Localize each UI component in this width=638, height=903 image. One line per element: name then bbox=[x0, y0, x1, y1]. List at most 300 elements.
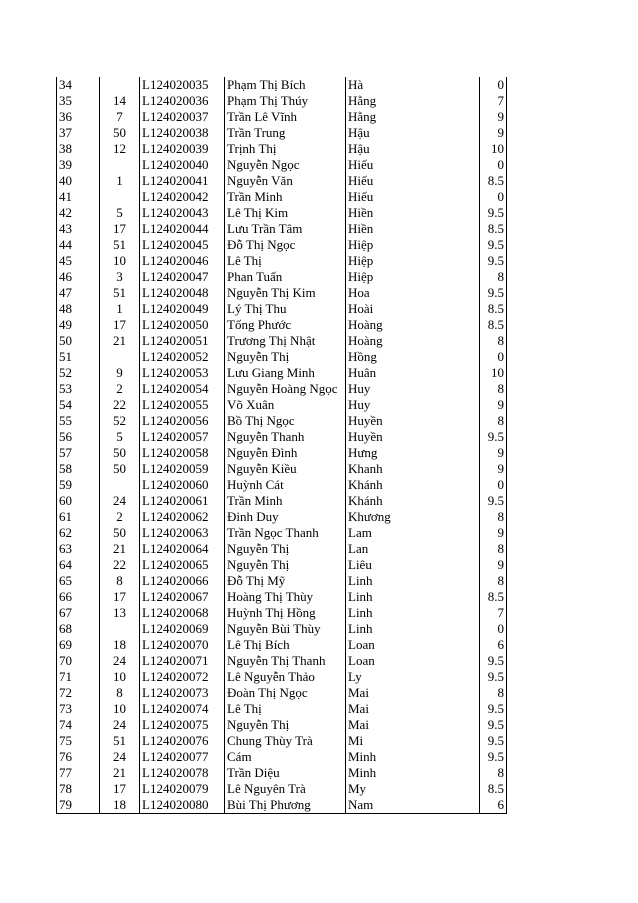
blank-cell bbox=[400, 349, 480, 365]
surname-cell: Nguyễn Thị bbox=[225, 717, 346, 733]
table-row bbox=[57, 445, 507, 461]
surname-cell: Nguyễn Văn bbox=[225, 173, 346, 189]
row-number-cell: 71 bbox=[57, 669, 100, 685]
blank-cell bbox=[400, 269, 480, 285]
table-row bbox=[57, 653, 507, 669]
table-row bbox=[57, 557, 507, 573]
surname-cell: Lý Thị Thu bbox=[225, 301, 346, 317]
student-id-cell: L124020066 bbox=[140, 573, 225, 589]
blank-cell bbox=[400, 381, 480, 397]
table-row bbox=[57, 285, 507, 301]
score-cell: 8 bbox=[480, 333, 507, 349]
blank-cell bbox=[400, 93, 480, 109]
table-row bbox=[57, 605, 507, 621]
group-cell: 21 bbox=[100, 541, 140, 557]
given-name-cell: Hậu bbox=[346, 125, 401, 141]
surname-cell: Phạm Thị Thúy bbox=[225, 93, 346, 109]
table-row bbox=[57, 253, 507, 269]
surname-cell: Nguyễn Đình bbox=[225, 445, 346, 461]
table-row bbox=[57, 749, 507, 765]
given-name-cell: Mai bbox=[346, 701, 401, 717]
surname-cell: Hoàng Thị Thùy bbox=[225, 589, 346, 605]
surname-cell: Nguyễn Bùi Thùy bbox=[225, 621, 346, 637]
row-number-cell: 56 bbox=[57, 429, 100, 445]
given-name-cell: Khanh bbox=[346, 461, 401, 477]
group-cell: 12 bbox=[100, 141, 140, 157]
blank-cell bbox=[400, 77, 480, 93]
blank-cell bbox=[400, 765, 480, 781]
group-cell bbox=[100, 349, 140, 365]
blank-cell bbox=[400, 413, 480, 429]
given-name-cell: Huyền bbox=[346, 429, 401, 445]
student-id-cell: L124020046 bbox=[140, 253, 225, 269]
group-cell: 24 bbox=[100, 653, 140, 669]
given-name-cell: Hiền bbox=[346, 205, 401, 221]
score-cell: 9 bbox=[480, 525, 507, 541]
score-cell: 9.5 bbox=[480, 717, 507, 733]
score-cell: 9.5 bbox=[480, 205, 507, 221]
given-name-cell: Hoài bbox=[346, 301, 401, 317]
surname-cell: Bồ Thị Ngọc bbox=[225, 413, 346, 429]
score-cell: 9 bbox=[480, 125, 507, 141]
student-id-cell: L124020048 bbox=[140, 285, 225, 301]
blank-cell bbox=[400, 141, 480, 157]
given-name-cell: Khánh bbox=[346, 477, 401, 493]
table-row bbox=[57, 381, 507, 397]
blank-cell bbox=[400, 173, 480, 189]
student-id-cell: L124020059 bbox=[140, 461, 225, 477]
blank-cell bbox=[400, 797, 480, 814]
group-cell bbox=[100, 157, 140, 173]
row-number-cell: 41 bbox=[57, 189, 100, 205]
surname-cell: Nguyễn Thị Kim bbox=[225, 285, 346, 301]
given-name-cell: Loan bbox=[346, 637, 401, 653]
row-number-cell: 69 bbox=[57, 637, 100, 653]
table-row bbox=[57, 781, 507, 797]
group-cell: 24 bbox=[100, 493, 140, 509]
blank-cell bbox=[400, 285, 480, 301]
student-id-cell: L124020038 bbox=[140, 125, 225, 141]
blank-cell bbox=[400, 637, 480, 653]
row-number-cell: 74 bbox=[57, 717, 100, 733]
student-id-cell: L124020045 bbox=[140, 237, 225, 253]
blank-cell bbox=[400, 445, 480, 461]
blank-cell bbox=[400, 477, 480, 493]
group-cell: 1 bbox=[100, 301, 140, 317]
group-cell: 17 bbox=[100, 781, 140, 797]
blank-cell bbox=[400, 589, 480, 605]
table-row bbox=[57, 221, 507, 237]
row-number-cell: 40 bbox=[57, 173, 100, 189]
student-id-cell: L124020042 bbox=[140, 189, 225, 205]
blank-cell bbox=[400, 205, 480, 221]
group-cell: 50 bbox=[100, 125, 140, 141]
row-number-cell: 45 bbox=[57, 253, 100, 269]
table-row bbox=[57, 573, 507, 589]
blank-cell bbox=[400, 429, 480, 445]
group-cell: 10 bbox=[100, 669, 140, 685]
surname-cell: Lê Nguyễn Thảo bbox=[225, 669, 346, 685]
surname-cell: Trương Thị Nhật bbox=[225, 333, 346, 349]
student-id-cell: L124020043 bbox=[140, 205, 225, 221]
table-row bbox=[57, 93, 507, 109]
surname-cell: Đỗ Thị Mỹ bbox=[225, 573, 346, 589]
given-name-cell: Lan bbox=[346, 541, 401, 557]
score-cell: 0 bbox=[480, 157, 507, 173]
table-row bbox=[57, 125, 507, 141]
student-id-cell: L124020041 bbox=[140, 173, 225, 189]
table-row bbox=[57, 765, 507, 781]
student-id-cell: L124020067 bbox=[140, 589, 225, 605]
given-name-cell: Huy bbox=[346, 397, 401, 413]
group-cell: 51 bbox=[100, 733, 140, 749]
table-row bbox=[57, 429, 507, 445]
row-number-cell: 47 bbox=[57, 285, 100, 301]
given-name-cell: Huyền bbox=[346, 413, 401, 429]
row-number-cell: 46 bbox=[57, 269, 100, 285]
group-cell: 21 bbox=[100, 765, 140, 781]
score-cell: 9.5 bbox=[480, 653, 507, 669]
table-row bbox=[57, 701, 507, 717]
group-cell: 24 bbox=[100, 749, 140, 765]
given-name-cell: Linh bbox=[346, 573, 401, 589]
group-cell: 18 bbox=[100, 797, 140, 814]
student-id-cell: L124020072 bbox=[140, 669, 225, 685]
table-row bbox=[57, 525, 507, 541]
group-cell: 50 bbox=[100, 525, 140, 541]
row-number-cell: 50 bbox=[57, 333, 100, 349]
row-number-cell: 48 bbox=[57, 301, 100, 317]
score-cell: 8 bbox=[480, 573, 507, 589]
score-cell: 8.5 bbox=[480, 173, 507, 189]
surname-cell: Nguyễn Kiều bbox=[225, 461, 346, 477]
blank-cell bbox=[400, 333, 480, 349]
table-row bbox=[57, 669, 507, 685]
group-cell: 51 bbox=[100, 237, 140, 253]
table-row bbox=[57, 269, 507, 285]
surname-cell: Nguyễn Thị bbox=[225, 349, 346, 365]
row-number-cell: 67 bbox=[57, 605, 100, 621]
table-row bbox=[57, 205, 507, 221]
blank-cell bbox=[400, 653, 480, 669]
group-cell: 22 bbox=[100, 557, 140, 573]
surname-cell: Trần Ngọc Thanh bbox=[225, 525, 346, 541]
row-number-cell: 65 bbox=[57, 573, 100, 589]
group-cell bbox=[100, 477, 140, 493]
surname-cell: Lê Thị Bích bbox=[225, 637, 346, 653]
given-name-cell: Liêu bbox=[346, 557, 401, 573]
table-row bbox=[57, 621, 507, 637]
score-cell: 9.5 bbox=[480, 253, 507, 269]
group-cell: 51 bbox=[100, 285, 140, 301]
row-number-cell: 73 bbox=[57, 701, 100, 717]
student-id-cell: L124020071 bbox=[140, 653, 225, 669]
score-cell: 10 bbox=[480, 365, 507, 381]
given-name-cell: Mai bbox=[346, 685, 401, 701]
table-row bbox=[57, 349, 507, 365]
student-id-cell: L124020036 bbox=[140, 93, 225, 109]
student-id-cell: L124020076 bbox=[140, 733, 225, 749]
blank-cell bbox=[400, 717, 480, 733]
score-cell: 0 bbox=[480, 349, 507, 365]
table-row bbox=[57, 637, 507, 653]
table-row bbox=[57, 461, 507, 477]
score-cell: 9.5 bbox=[480, 701, 507, 717]
score-cell: 9 bbox=[480, 445, 507, 461]
table-row bbox=[57, 589, 507, 605]
score-cell: 8 bbox=[480, 765, 507, 781]
row-number-cell: 63 bbox=[57, 541, 100, 557]
blank-cell bbox=[400, 317, 480, 333]
blank-cell bbox=[400, 493, 480, 509]
row-number-cell: 34 bbox=[57, 77, 100, 93]
given-name-cell: Hằng bbox=[346, 93, 401, 109]
student-id-cell: L124020078 bbox=[140, 765, 225, 781]
table-row bbox=[57, 477, 507, 493]
score-cell: 8.5 bbox=[480, 781, 507, 797]
group-cell: 3 bbox=[100, 269, 140, 285]
blank-cell bbox=[400, 621, 480, 637]
table-row bbox=[57, 157, 507, 173]
row-number-cell: 75 bbox=[57, 733, 100, 749]
row-number-cell: 57 bbox=[57, 445, 100, 461]
blank-cell bbox=[400, 525, 480, 541]
group-cell: 10 bbox=[100, 253, 140, 269]
group-cell: 52 bbox=[100, 413, 140, 429]
surname-cell: Lưu Trần Tâm bbox=[225, 221, 346, 237]
table-row bbox=[57, 797, 507, 814]
row-number-cell: 70 bbox=[57, 653, 100, 669]
student-id-cell: L124020058 bbox=[140, 445, 225, 461]
given-name-cell: Huân bbox=[346, 365, 401, 381]
score-cell: 8 bbox=[480, 413, 507, 429]
group-cell: 10 bbox=[100, 701, 140, 717]
given-name-cell: Nam bbox=[346, 797, 401, 814]
student-id-cell: L124020070 bbox=[140, 637, 225, 653]
table-row bbox=[57, 509, 507, 525]
row-number-cell: 36 bbox=[57, 109, 100, 125]
student-id-cell: L124020047 bbox=[140, 269, 225, 285]
group-cell: 9 bbox=[100, 365, 140, 381]
surname-cell: Lê Thị bbox=[225, 253, 346, 269]
score-cell: 0 bbox=[480, 77, 507, 93]
surname-cell: Bùi Thị Phương bbox=[225, 797, 346, 814]
student-id-cell: L124020064 bbox=[140, 541, 225, 557]
group-cell: 14 bbox=[100, 93, 140, 109]
student-id-cell: L124020037 bbox=[140, 109, 225, 125]
given-name-cell: Hiệp bbox=[346, 253, 401, 269]
student-score-table bbox=[56, 77, 507, 814]
surname-cell: Lê Thị Kim bbox=[225, 205, 346, 221]
row-number-cell: 68 bbox=[57, 621, 100, 637]
surname-cell: Đoàn Thị Ngọc bbox=[225, 685, 346, 701]
score-cell: 8 bbox=[480, 509, 507, 525]
surname-cell: Trần Lê Vĩnh bbox=[225, 109, 346, 125]
given-name-cell: Minh bbox=[346, 749, 401, 765]
surname-cell: Phan Tuấn bbox=[225, 269, 346, 285]
blank-cell bbox=[400, 189, 480, 205]
student-id-cell: L124020068 bbox=[140, 605, 225, 621]
given-name-cell: Hiệp bbox=[346, 269, 401, 285]
student-id-cell: L124020035 bbox=[140, 77, 225, 93]
row-number-cell: 72 bbox=[57, 685, 100, 701]
student-id-cell: L124020062 bbox=[140, 509, 225, 525]
score-cell: 0 bbox=[480, 621, 507, 637]
given-name-cell: Hậu bbox=[346, 141, 401, 157]
score-cell: 10 bbox=[480, 141, 507, 157]
score-cell: 9.5 bbox=[480, 493, 507, 509]
blank-cell bbox=[400, 157, 480, 173]
row-number-cell: 61 bbox=[57, 509, 100, 525]
score-cell: 6 bbox=[480, 797, 507, 814]
blank-cell bbox=[400, 685, 480, 701]
row-number-cell: 62 bbox=[57, 525, 100, 541]
score-cell: 8 bbox=[480, 541, 507, 557]
table-row bbox=[57, 77, 507, 93]
score-cell: 9.5 bbox=[480, 733, 507, 749]
student-id-cell: L124020057 bbox=[140, 429, 225, 445]
group-cell: 2 bbox=[100, 381, 140, 397]
blank-cell bbox=[400, 701, 480, 717]
row-number-cell: 52 bbox=[57, 365, 100, 381]
surname-cell: Lê Thị bbox=[225, 701, 346, 717]
student-id-cell: L124020077 bbox=[140, 749, 225, 765]
table-row bbox=[57, 733, 507, 749]
blank-cell bbox=[400, 125, 480, 141]
surname-cell: Trịnh Thị bbox=[225, 141, 346, 157]
table-row bbox=[57, 317, 507, 333]
student-id-cell: L124020080 bbox=[140, 797, 225, 814]
score-cell: 8 bbox=[480, 269, 507, 285]
given-name-cell: Linh bbox=[346, 605, 401, 621]
row-number-cell: 38 bbox=[57, 141, 100, 157]
surname-cell: Trần Minh bbox=[225, 189, 346, 205]
given-name-cell: Hằng bbox=[346, 109, 401, 125]
table-row bbox=[57, 413, 507, 429]
student-id-cell: L124020054 bbox=[140, 381, 225, 397]
group-cell: 18 bbox=[100, 637, 140, 653]
table-row bbox=[57, 189, 507, 205]
student-id-cell: L124020055 bbox=[140, 397, 225, 413]
surname-cell: Huỳnh Cát bbox=[225, 477, 346, 493]
given-name-cell: Ly bbox=[346, 669, 401, 685]
surname-cell: Chung Thùy Trà bbox=[225, 733, 346, 749]
student-id-cell: L124020053 bbox=[140, 365, 225, 381]
table-row bbox=[57, 173, 507, 189]
given-name-cell: Lam bbox=[346, 525, 401, 541]
table-row bbox=[57, 541, 507, 557]
student-id-cell: L124020079 bbox=[140, 781, 225, 797]
group-cell bbox=[100, 189, 140, 205]
table-row bbox=[57, 141, 507, 157]
student-id-cell: L124020061 bbox=[140, 493, 225, 509]
score-cell: 8.5 bbox=[480, 301, 507, 317]
student-id-cell: L124020044 bbox=[140, 221, 225, 237]
score-cell: 9 bbox=[480, 109, 507, 125]
score-cell: 9.5 bbox=[480, 749, 507, 765]
blank-cell bbox=[400, 557, 480, 573]
score-cell: 9.5 bbox=[480, 669, 507, 685]
score-cell: 0 bbox=[480, 477, 507, 493]
score-cell: 9.5 bbox=[480, 429, 507, 445]
student-id-cell: L124020056 bbox=[140, 413, 225, 429]
given-name-cell: Hoàng bbox=[346, 333, 401, 349]
table-row bbox=[57, 237, 507, 253]
score-cell: 9.5 bbox=[480, 237, 507, 253]
given-name-cell: Khánh bbox=[346, 493, 401, 509]
student-id-cell: L124020063 bbox=[140, 525, 225, 541]
group-cell: 17 bbox=[100, 221, 140, 237]
blank-cell bbox=[400, 605, 480, 621]
surname-cell: Nguyễn Thị bbox=[225, 557, 346, 573]
score-cell: 9 bbox=[480, 557, 507, 573]
group-cell: 13 bbox=[100, 605, 140, 621]
score-cell: 8.5 bbox=[480, 221, 507, 237]
table-body bbox=[57, 77, 507, 814]
score-cell: 9 bbox=[480, 461, 507, 477]
row-number-cell: 51 bbox=[57, 349, 100, 365]
group-cell: 7 bbox=[100, 109, 140, 125]
given-name-cell: Hiếu bbox=[346, 189, 401, 205]
table-row bbox=[57, 397, 507, 413]
surname-cell: Nguyễn Thị bbox=[225, 541, 346, 557]
blank-cell bbox=[400, 749, 480, 765]
group-cell: 21 bbox=[100, 333, 140, 349]
score-cell: 6 bbox=[480, 637, 507, 653]
given-name-cell: Hiếu bbox=[346, 157, 401, 173]
given-name-cell: Linh bbox=[346, 621, 401, 637]
surname-cell: Phạm Thị Bích bbox=[225, 77, 346, 93]
table-row bbox=[57, 333, 507, 349]
student-id-cell: L124020060 bbox=[140, 477, 225, 493]
blank-cell bbox=[400, 397, 480, 413]
group-cell: 17 bbox=[100, 317, 140, 333]
table-row bbox=[57, 493, 507, 509]
surname-cell: Cám bbox=[225, 749, 346, 765]
student-id-cell: L124020065 bbox=[140, 557, 225, 573]
score-cell: 8.5 bbox=[480, 589, 507, 605]
given-name-cell: Khương bbox=[346, 509, 401, 525]
row-number-cell: 44 bbox=[57, 237, 100, 253]
row-number-cell: 66 bbox=[57, 589, 100, 605]
student-id-cell: L124020039 bbox=[140, 141, 225, 157]
surname-cell: Lưu Giang Minh bbox=[225, 365, 346, 381]
surname-cell: Nguyễn Thanh bbox=[225, 429, 346, 445]
student-id-cell: L124020075 bbox=[140, 717, 225, 733]
surname-cell: Lê Nguyên Trà bbox=[225, 781, 346, 797]
given-name-cell: Loan bbox=[346, 653, 401, 669]
blank-cell bbox=[400, 365, 480, 381]
given-name-cell: Huy bbox=[346, 381, 401, 397]
blank-cell bbox=[400, 733, 480, 749]
group-cell: 5 bbox=[100, 205, 140, 221]
given-name-cell: Linh bbox=[346, 589, 401, 605]
row-number-cell: 58 bbox=[57, 461, 100, 477]
row-number-cell: 35 bbox=[57, 93, 100, 109]
blank-cell bbox=[400, 573, 480, 589]
student-id-cell: L124020074 bbox=[140, 701, 225, 717]
table-row bbox=[57, 109, 507, 125]
score-cell: 7 bbox=[480, 605, 507, 621]
blank-cell bbox=[400, 237, 480, 253]
student-id-cell: L124020050 bbox=[140, 317, 225, 333]
row-number-cell: 39 bbox=[57, 157, 100, 173]
row-number-cell: 79 bbox=[57, 797, 100, 814]
table-row bbox=[57, 717, 507, 733]
surname-cell: Nguyễn Ngọc bbox=[225, 157, 346, 173]
given-name-cell: Hồng bbox=[346, 349, 401, 365]
group-cell: 50 bbox=[100, 445, 140, 461]
